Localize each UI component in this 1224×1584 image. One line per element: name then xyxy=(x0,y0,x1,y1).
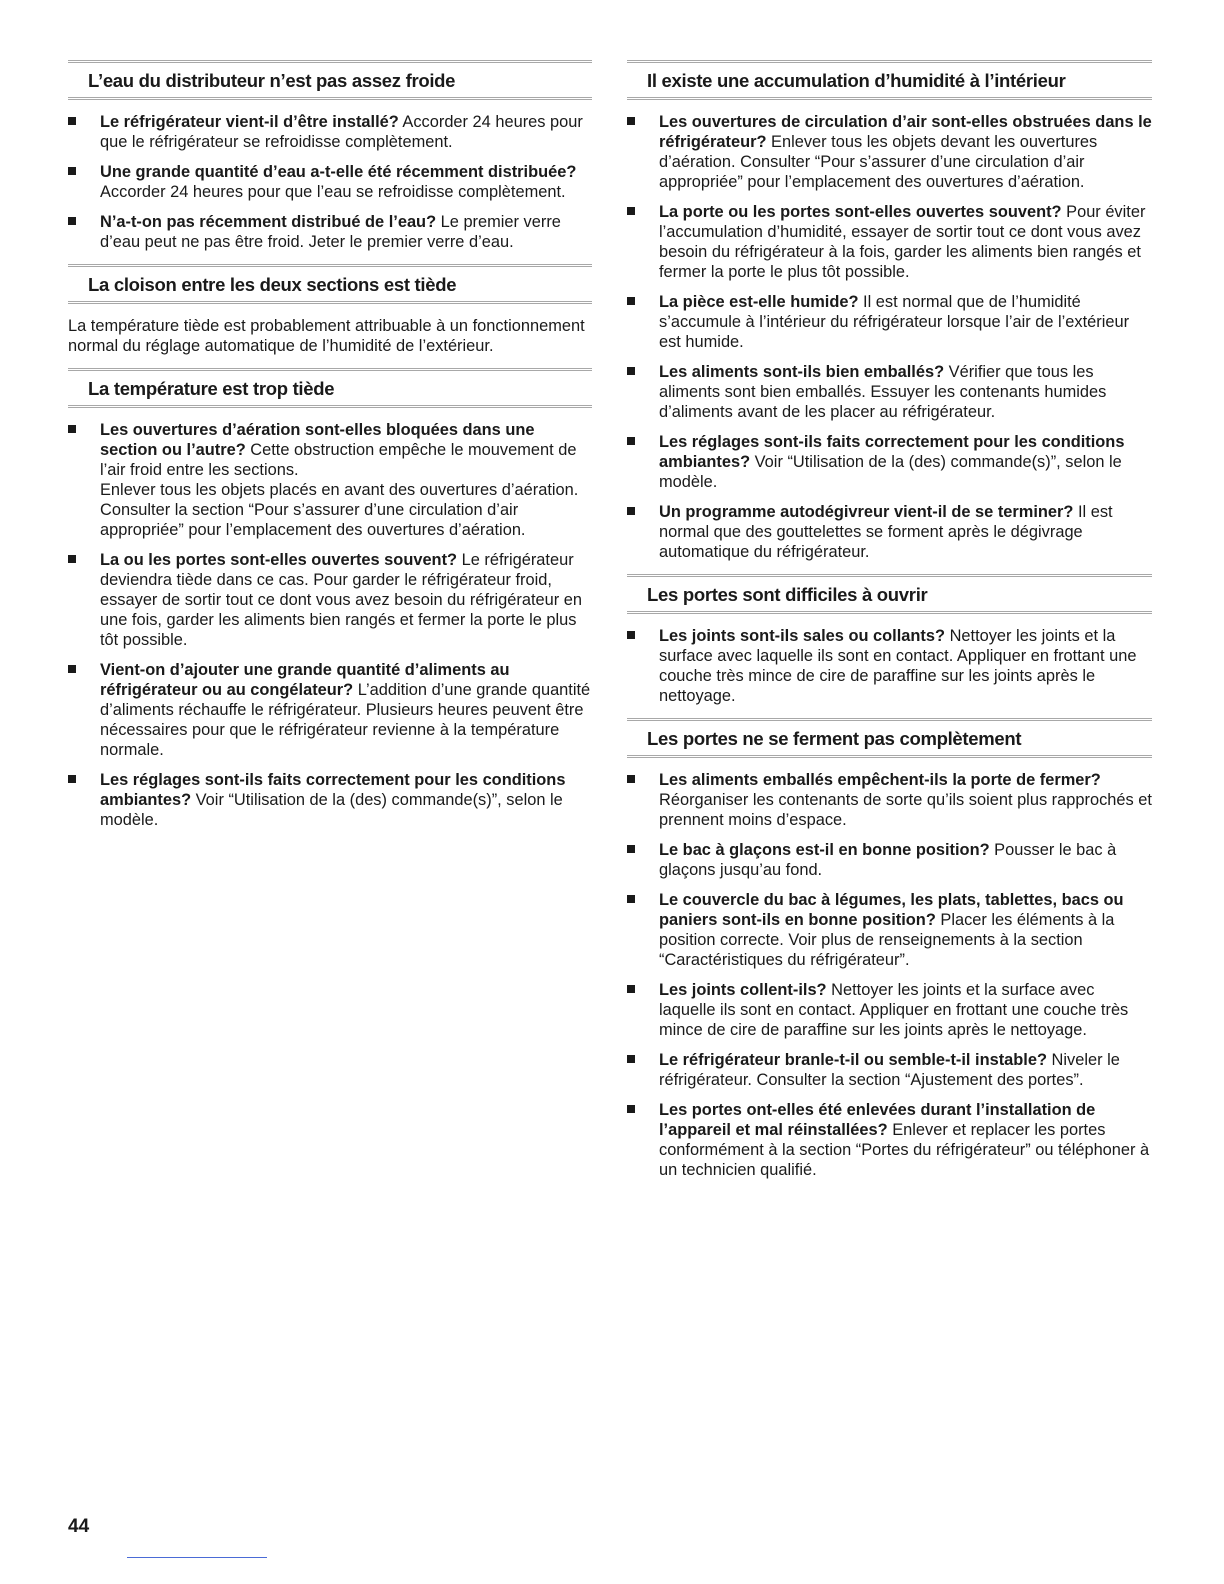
answer: Voir “Utilisation de la (des) commande(s)”, selon le modèle. xyxy=(659,453,1122,491)
square-bullet-icon xyxy=(627,895,635,903)
question: Un programme autodégivreur vient-il de se terminer? xyxy=(659,503,1074,521)
list-item xyxy=(627,1100,1152,1180)
question: Les joints collent-ils? xyxy=(659,981,827,999)
question: Le réfrigérateur vient-il d’être installé? xyxy=(100,113,399,131)
square-bullet-icon xyxy=(627,1105,635,1113)
list-item xyxy=(627,502,1152,562)
section-heading-water-not-cold: L’eau du distributeur n’est pas assez froide xyxy=(68,60,592,100)
square-bullet-icon xyxy=(627,775,635,783)
answer: Nettoyer les joints et la surface avec laquelle ils sont en contact. Appliquer en frottant une couche très mince de cire de paraffine sur les joints après le nettoyage. xyxy=(659,981,1129,1039)
answer: Il est normal que de l’humidité s’accumule à l’intérieur du réfrigérateur lorsque l’air de l’extérieur est humide. xyxy=(659,293,1130,351)
answer: Cette obstruction empêche le mouvement de l’air froid entre les sections. Enlever tous les objets placés en avant des ouvertures d’aération. Consulter la section “Pour s’assurer d’une circulation d’air appropriée” pour l’emplacement des ouvertures d’aération. xyxy=(100,441,579,539)
list-item xyxy=(68,770,592,830)
answer: Niveler le réfrigérateur. Consulter la section “Ajustement des portes”. xyxy=(659,1051,1120,1089)
square-bullet-icon xyxy=(627,297,635,305)
troubleshooting-list-water-not-cold xyxy=(68,112,592,252)
answer: Nettoyer les joints et la surface avec laquelle ils sont en contact. Appliquer en frottant une couche très mince de cire de paraffine sur les joints après le nettoyage. xyxy=(659,627,1137,705)
answer: Enlever et replacer les portes conformément à la section “Portes du réfrigérateur” ou téléphoner à un technicien qualifié. xyxy=(659,1121,1150,1179)
question: Les aliments emballés empêchent-ils la porte de fermer? xyxy=(659,771,1101,789)
question: Vient-on d’ajouter une grande quantité d’aliments au réfrigérateur ou au congélateur? xyxy=(100,661,510,699)
question: Les ouvertures d’aération sont-elles bloquées dans une section ou l’autre? xyxy=(100,421,535,459)
section-heading-doors-not-closing: Les portes ne se ferment pas complètement xyxy=(627,718,1152,758)
question: Les ouvertures de circulation d’air sont-elles obstruées dans le réfrigérateur? xyxy=(659,113,1152,151)
question: Le réfrigérateur branle-t-il ou semble-t-il instable? xyxy=(659,1051,1047,1069)
list-item xyxy=(627,432,1152,492)
square-bullet-icon xyxy=(627,367,635,375)
footer-rule xyxy=(127,1557,267,1558)
square-bullet-icon xyxy=(627,207,635,215)
list-item xyxy=(68,420,592,540)
square-bullet-icon xyxy=(68,555,76,563)
section-heading-divider-warm: La cloison entre les deux sections est tiède xyxy=(68,264,592,304)
square-bullet-icon xyxy=(68,117,76,125)
question: Le couvercle du bac à légumes, les plats, tablettes, bacs ou paniers sont-ils en bonne position? xyxy=(659,891,1124,929)
list-item xyxy=(627,112,1152,192)
list-item xyxy=(627,890,1152,970)
square-bullet-icon xyxy=(68,425,76,433)
list-item xyxy=(68,660,592,760)
page-number: 44 xyxy=(68,1516,90,1537)
troubleshooting-list-doors-not-closing xyxy=(627,770,1152,1180)
answer: Le réfrigérateur deviendra tiède dans ce cas. Pour garder le réfrigérateur froid, essayer de sortir tout ce dont vous avez besoin du réfrigérateur en une fois, garder les aliments bien rangés et fermer la porte le plus tôt possible. xyxy=(100,551,582,649)
divider-warm-text: La température tiède est probablement attribuable à un fonctionnement normal du réglage automatique de l’humidité de l’extérieur. xyxy=(68,317,585,355)
section-heading-temperature-too-warm: La température est trop tiède xyxy=(68,368,592,408)
answer: Il est normal que des gouttelettes se forment après le dégivrage automatique du réfrigérateur. xyxy=(659,503,1113,561)
list-item xyxy=(627,626,1152,706)
square-bullet-icon xyxy=(68,775,76,783)
question: Le bac à glaçons est-il en bonne position? xyxy=(659,841,990,859)
list-item xyxy=(68,212,592,252)
answer: Placer les éléments à la position correcte. Voir plus de renseignements à la section “Caractéristiques du réfrigérateur”. xyxy=(659,911,1115,969)
square-bullet-icon xyxy=(627,507,635,515)
question: La pièce est-elle humide? xyxy=(659,293,859,311)
square-bullet-icon xyxy=(627,437,635,445)
square-bullet-icon xyxy=(68,665,76,673)
question: Les réglages sont-ils faits correctement pour les conditions ambiantes? xyxy=(100,771,566,809)
right-column xyxy=(627,60,1152,1190)
square-bullet-icon xyxy=(627,1055,635,1063)
answer: Accorder 24 heures pour que le réfrigérateur se refroidisse complètement. xyxy=(100,113,583,151)
answer: Voir “Utilisation de la (des) commande(s)”, selon le modèle. xyxy=(100,791,563,829)
answer: Accorder 24 heures pour que l’eau se refroidisse complètement. xyxy=(100,183,566,201)
answer: Pousser le bac à glaçons jusqu’au fond. xyxy=(659,841,1117,879)
square-bullet-icon xyxy=(627,631,635,639)
troubleshooting-list-humidity xyxy=(627,112,1152,562)
question: La ou les portes sont-elles ouvertes souvent? xyxy=(100,551,458,569)
list-item xyxy=(627,980,1152,1040)
question: Une grande quantité d’eau a-t-elle été récemment distribuée? xyxy=(100,163,577,181)
answer: Le premier verre d’eau peut ne pas être froid. Jeter le premier verre d’eau. xyxy=(100,213,561,251)
section-heading-humidity-buildup: Il existe une accumulation d’humidité à l’intérieur xyxy=(627,60,1152,100)
troubleshooting-list-too-warm xyxy=(68,420,592,830)
question: La porte ou les portes sont-elles ouvertes souvent? xyxy=(659,203,1062,221)
list-item xyxy=(68,112,592,152)
left-column xyxy=(68,60,592,840)
square-bullet-icon xyxy=(627,985,635,993)
list-item xyxy=(627,770,1152,830)
question: Les portes ont-elles été enlevées durant l’installation de l’appareil et mal réinstallées? xyxy=(659,1101,1096,1139)
question: Les réglages sont-ils faits correctement pour les conditions ambiantes? xyxy=(659,433,1125,471)
answer: Vérifier que tous les aliments sont bien emballés. Essuyer les contenants humides d’aliments avant de les placer au réfrigérateur. xyxy=(659,363,1107,421)
question: Les aliments sont-ils bien emballés? xyxy=(659,363,945,381)
list-item xyxy=(627,292,1152,352)
answer: Enlever tous les objets devant les ouvertures d’aération. Consulter “Pour s’assurer d’une circulation d’air appropriée” pour l’emplacement des ouvertures d’aération. xyxy=(659,133,1098,191)
answer: Pour éviter l’accumulation d’humidité, essayer de sortir tout ce dont vous avez besoin du réfrigérateur à la fois, garder les aliments bien rangés et fermer la porte le plus tôt possible. xyxy=(659,203,1146,281)
answer: L’addition d’une grande quantité d’aliments réchauffe le réfrigérateur. Plusieurs heures peuvent être nécessaires pour que le réfrigérateur revienne à la température normale. xyxy=(100,681,591,759)
square-bullet-icon xyxy=(68,167,76,175)
list-item xyxy=(627,840,1152,880)
list-item xyxy=(68,550,592,650)
list-item xyxy=(627,362,1152,422)
question: N’a-t-on pas récemment distribué de l’eau? xyxy=(100,213,437,231)
list-item xyxy=(68,162,592,202)
list-item xyxy=(627,1050,1152,1090)
square-bullet-icon xyxy=(68,217,76,225)
question: Les joints sont-ils sales ou collants? xyxy=(659,627,945,645)
square-bullet-icon xyxy=(627,845,635,853)
square-bullet-icon xyxy=(627,117,635,125)
list-item xyxy=(627,202,1152,282)
section-heading-doors-hard-to-open: Les portes sont difficiles à ouvrir xyxy=(627,574,1152,614)
troubleshooting-list-doors-hard xyxy=(627,626,1152,706)
answer: Réorganiser les contenants de sorte qu’ils soient plus rapprochés et prennent moins d’espace. xyxy=(659,791,1152,829)
